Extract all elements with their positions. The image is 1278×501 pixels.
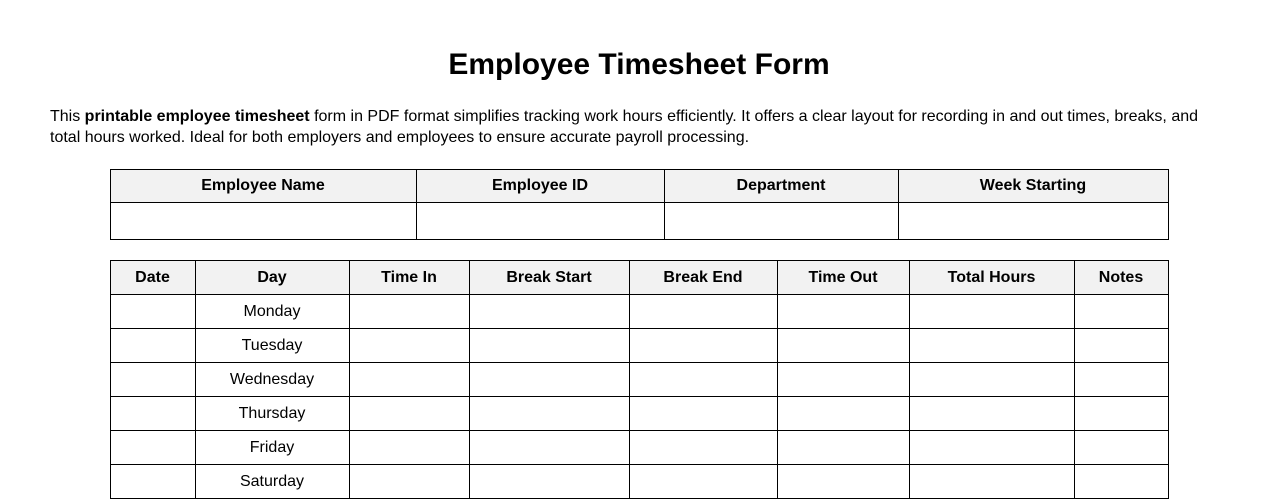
break-end-cell <box>629 465 777 499</box>
time-in-cell <box>349 363 469 397</box>
day-cell: Friday <box>195 431 349 465</box>
break-end-cell <box>629 329 777 363</box>
employee-name-cell <box>110 203 416 240</box>
timesheet-row-friday <box>110 431 1168 465</box>
break-start-cell <box>469 465 629 499</box>
break-end-cell <box>629 363 777 397</box>
day-cell: Thursday <box>195 397 349 431</box>
total-hours-cell <box>909 295 1074 329</box>
time-out-cell <box>777 363 909 397</box>
info-header-employee-id: Employee ID <box>416 170 664 203</box>
timesheet-row-tuesday <box>110 329 1168 363</box>
timesheet-row-saturday <box>110 465 1168 499</box>
week-starting-cell <box>898 203 1168 240</box>
document-page <box>0 46 1278 499</box>
timesheet-header-day: Day <box>195 261 349 295</box>
total-hours-cell <box>909 397 1074 431</box>
info-header-department: Department <box>664 170 898 203</box>
intro-text-suffix: form in PDF format simplifies tracking work hours efficiently. It offers a clear layout for recording in and out times, breaks, and total hours worked. Ideal for both employers and employees to ensure accurate payroll processing. <box>50 108 1199 146</box>
break-start-cell <box>469 295 629 329</box>
total-hours-cell <box>909 465 1074 499</box>
timesheet-table <box>110 260 1169 499</box>
timesheet-header-break-start: Break Start <box>469 261 629 295</box>
timesheet-header-date: Date <box>110 261 195 295</box>
break-start-cell <box>469 329 629 363</box>
break-end-cell <box>629 295 777 329</box>
employee-info-table <box>110 169 1169 240</box>
date-cell <box>110 363 195 397</box>
intro-text-bold: printable employee timesheet <box>84 108 310 125</box>
notes-cell <box>1074 465 1168 499</box>
break-start-cell <box>469 431 629 465</box>
time-in-cell <box>349 465 469 499</box>
day-cell: Tuesday <box>195 329 349 363</box>
time-out-cell <box>777 397 909 431</box>
total-hours-cell <box>909 329 1074 363</box>
break-end-cell <box>629 397 777 431</box>
timesheet-header-notes: Notes <box>1074 261 1168 295</box>
time-in-cell <box>349 329 469 363</box>
time-in-cell <box>349 295 469 329</box>
day-cell: Monday <box>195 295 349 329</box>
time-in-cell <box>349 431 469 465</box>
date-cell <box>110 431 195 465</box>
intro-text-prefix: This <box>50 108 85 125</box>
timesheet-header-break-end: Break End <box>629 261 777 295</box>
break-start-cell <box>469 363 629 397</box>
info-header-week-starting: Week Starting <box>898 170 1168 203</box>
total-hours-cell <box>909 363 1074 397</box>
time-out-cell <box>777 431 909 465</box>
time-out-cell <box>777 465 909 499</box>
timesheet-row-wednesday <box>110 363 1168 397</box>
date-cell <box>110 465 195 499</box>
timesheet-row-monday <box>110 295 1168 329</box>
info-header-employee-name: Employee Name <box>110 170 416 203</box>
info-value-row <box>110 203 1168 240</box>
break-end-cell <box>629 431 777 465</box>
day-cell: Wednesday <box>195 363 349 397</box>
department-cell <box>664 203 898 240</box>
timesheet-header-time-out: Time Out <box>777 261 909 295</box>
notes-cell <box>1074 329 1168 363</box>
info-header-row <box>110 170 1168 203</box>
timesheet-row-thursday <box>110 397 1168 431</box>
time-out-cell <box>777 329 909 363</box>
time-out-cell <box>777 295 909 329</box>
date-cell <box>110 397 195 431</box>
break-start-cell <box>469 397 629 431</box>
employee-id-cell <box>416 203 664 240</box>
notes-cell <box>1074 363 1168 397</box>
timesheet-header-total-hours: Total Hours <box>909 261 1074 295</box>
time-in-cell <box>349 397 469 431</box>
timesheet-header-row <box>110 261 1168 295</box>
notes-cell <box>1074 431 1168 465</box>
intro-paragraph <box>0 106 1278 148</box>
day-cell: Saturday <box>195 465 349 499</box>
timesheet-header-time-in: Time In <box>349 261 469 295</box>
page-title: Employee Timesheet Form <box>448 48 830 81</box>
total-hours-cell <box>909 431 1074 465</box>
date-cell <box>110 295 195 329</box>
notes-cell <box>1074 397 1168 431</box>
date-cell <box>110 329 195 363</box>
notes-cell <box>1074 295 1168 329</box>
